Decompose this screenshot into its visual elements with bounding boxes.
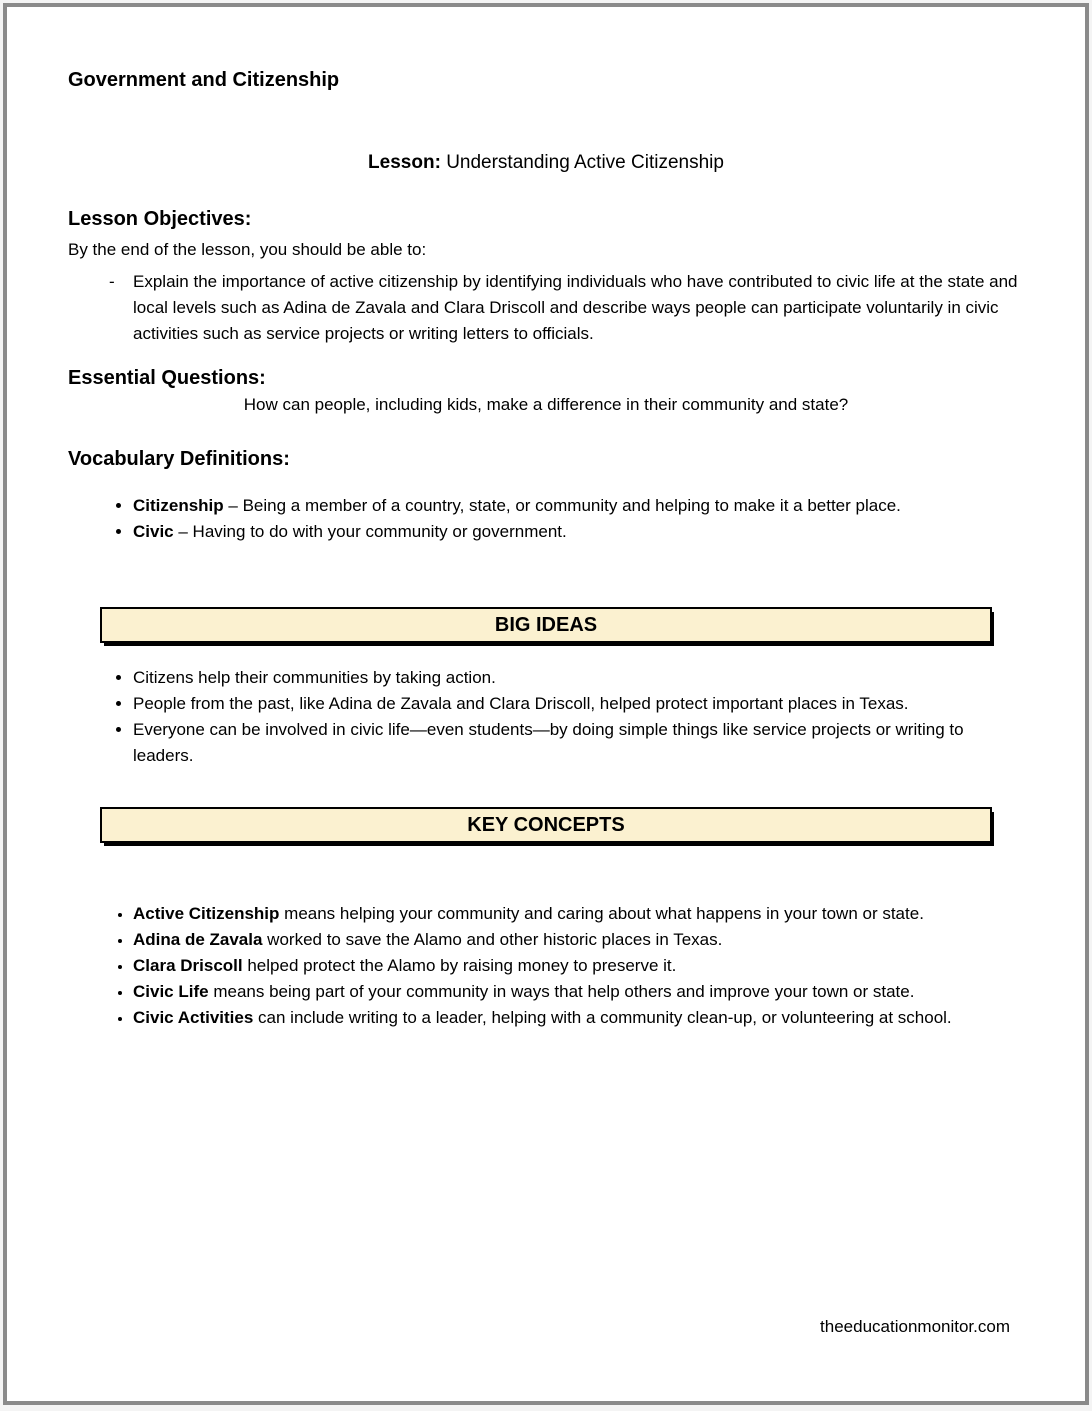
- essential-question: How can people, including kids, make a difference in their community and state?: [243, 395, 849, 414]
- vocabulary-term: Civic: [133, 522, 174, 541]
- lesson-title-line: [68, 150, 1024, 176]
- key-concept-term: Clara Driscoll: [133, 956, 243, 975]
- vocabulary-definition: – Having to do with your community or government.: [178, 522, 567, 541]
- objectives-intro: By the end of the lesson, you should be able to:: [68, 240, 427, 259]
- objectives-heading: Lesson Objectives:: [68, 208, 252, 230]
- objective-item: - Explain the importance of active citizenship by identifying individuals who have contributed to civic life at the state and local levels such as Adina de Zavala and Clara Driscoll and describe ways people can participate voluntarily in civic activities such as service projects or writing letters to officials.: [133, 269, 1020, 347]
- vocabulary-item: [133, 493, 1020, 519]
- big-idea-item: • Citizens help their communities by taking action.: [133, 665, 1020, 691]
- objectives-list: [68, 269, 1024, 347]
- key-concept-item: [133, 927, 1020, 953]
- key-concept-item: [133, 979, 1020, 1005]
- key-concept-term: Civic Activities: [133, 1008, 254, 1027]
- lesson-label: Lesson:: [368, 152, 441, 173]
- big-ideas-banner-label: BIG IDEAS: [494, 614, 598, 636]
- page-title: Government and Citizenship: [68, 69, 340, 91]
- key-concepts-list: [68, 901, 1024, 1031]
- vocabulary-definition: – Being a member of a country, state, or community and helping to make it a better place.: [228, 496, 901, 515]
- key-concept-item: [133, 901, 1020, 927]
- vocabulary-term: Citizenship: [133, 496, 224, 515]
- lesson-title: Understanding Active Citizenship: [446, 152, 724, 173]
- key-concept-text: means being part of your community in ways that help others and improve your town or state.: [213, 982, 915, 1001]
- key-concept-text: can include writing to a leader, helping with a community clean-up, or volunteering at school.: [258, 1008, 952, 1027]
- document-page: [3, 3, 1089, 1405]
- essential-questions-heading: Essential Questions:: [68, 367, 266, 389]
- key-concept-item: [133, 953, 1020, 979]
- big-ideas-list: [68, 665, 1024, 769]
- vocabulary-item: [133, 519, 1020, 545]
- big-idea-item: • People from the past, like Adina de Zavala and Clara Driscoll, helped protect important places in Texas.: [133, 691, 1020, 717]
- key-concepts-banner-label: KEY CONCEPTS: [467, 814, 625, 836]
- key-concept-text: means helping your community and caring about what happens in your town or state.: [284, 904, 924, 923]
- key-concept-term: Civic Life: [133, 982, 209, 1001]
- key-concept-term: Active Citizenship: [133, 904, 280, 923]
- vocabulary-heading: Vocabulary Definitions:: [68, 448, 290, 470]
- big-ideas-banner: [100, 607, 992, 643]
- key-concept-text: helped protect the Alamo by raising money to preserve it.: [247, 956, 677, 975]
- key-concept-text: worked to save the Alamo and other historic places in Texas.: [267, 930, 723, 949]
- key-concept-item: [133, 1005, 1020, 1031]
- key-concept-term: Adina de Zavala: [133, 930, 263, 949]
- footer-url: theeducationmonitor.com: [820, 1317, 1010, 1336]
- document-content: [7, 67, 1085, 1031]
- key-concepts-banner: [100, 807, 992, 843]
- vocabulary-list: [68, 493, 1024, 545]
- big-idea-item: • Everyone can be involved in civic life—even students—by doing simple things like service projects or writing to leaders.: [133, 717, 1020, 769]
